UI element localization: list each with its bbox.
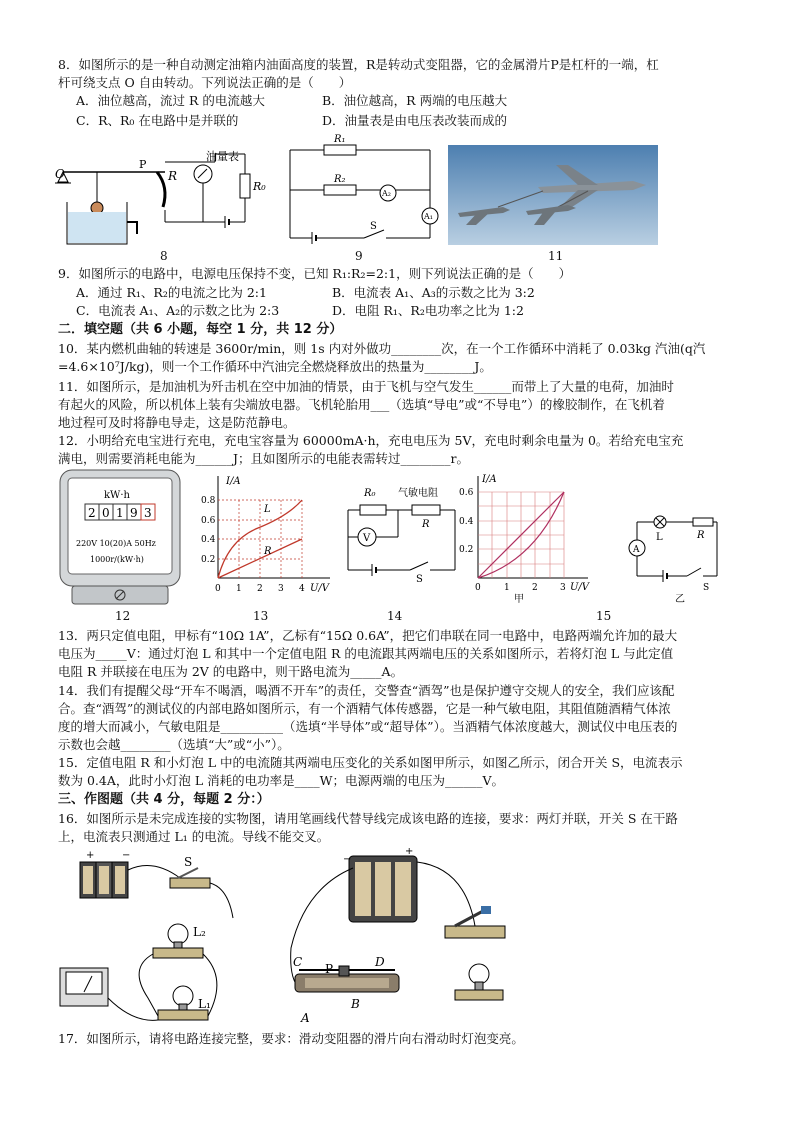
fig15-label-l: L [656,532,663,543]
switch [445,906,505,938]
figure-caption-8: 8 [160,249,168,263]
q16-line2: 上，电流表只测通过 L₁ 的电流。导线不能交叉。 [58,829,330,844]
fig16-plus: + [86,850,95,861]
figure-caption-14: 14 [387,609,403,623]
battery-pack [80,862,128,898]
fig14-label-sensor: 气敏电阻 [398,488,438,499]
fig17-label-a: A [301,1011,310,1025]
figure-caption-9: 9 [355,249,363,263]
figure-caption-12: 12 [115,609,131,623]
graph13-ytick: 0.4 [201,535,216,545]
battery [349,856,417,922]
q8-option-b: B．油位越高，R 两端的电压越大 [322,93,508,108]
figure-caption-15: 15 [596,609,612,623]
fig15-label-s: S [703,583,710,593]
figure-11-refueling-photo [448,145,658,245]
figure-caption-11: 11 [548,249,564,263]
q13-line2: 电压为_____V：通过灯泡 L 和其中一个定值电阻 R 的电流跟其两端电压的关系如图所示，若将灯泡 L 与此定值 [58,646,674,661]
meter-digit: 9 [130,506,138,520]
fig17-minus: − [343,854,352,865]
q16-line1: 16．如图所示是未完成连接的实物图，请用笔画线代替导线完成该电路的连接，要求：两灯并联，开关 S 在干路 [58,811,678,826]
fig14-label-r0: R₀ [364,488,376,499]
q13-line1: 13．两只定值电阻，甲标有“10Ω 1A”，乙标有“15Ω 0.6A”，把它们串联在同一电路中，电路两端允许加的最大 [58,628,678,643]
q8-stem-line1: 8．如图所示的是一种自动测定油箱内油面高度的装置，R是转动式变阻器，它的金属滑片P是杠杆的一端，杠 [58,57,659,72]
q10-line2: =4.6×10⁷J/kg)，则一个工作循环中汽油完全燃烧释放出的热量为________J。 [58,359,492,374]
figure-14-breathalyzer-circuit [340,482,465,587]
figure-caption-13: 13 [253,609,269,623]
graph13-xtick: 0 [215,584,221,594]
q15-line2: 数为 0.4A，此时小灯泡 L 消耗的电功率是____W；电源两端的电压为______V。 [58,773,505,788]
meter-reading [85,504,155,520]
graph13-xtick: 3 [278,584,284,594]
graph15-xtick: 3 [560,583,566,593]
fig17-label-d: D [375,955,385,969]
q15-line1: 15．定值电阻 R 和小灯泡 L 中的电流随其两端电压变化的关系如图甲所示，如图乙所示，闭合开关 S，电流表示 [58,755,683,770]
q11-line2: 有起火的风险，所以机体上装有尖端放电器。飞机轮胎用___（选填“导电”或“不导电”）的橡胶制作，在飞机着 [58,397,665,412]
fig9-label-a2: A₂ [382,189,391,198]
graph13-ytick: 0.8 [201,496,216,506]
meter-unit: kW·h [104,490,130,501]
q8-option-c: C．R、R₀ 在电路中是并联的 [76,113,239,128]
figure-15-yi-circuit [625,510,725,605]
rheostat [295,966,399,992]
fig16-label-s: S [184,855,193,869]
fig9-label-r1: R₁ [334,134,346,145]
graph13-xtick: 4 [299,584,305,594]
fig8-label-o: O [55,167,65,181]
fig15-label-a: A [633,545,640,555]
graph15-sub-yi: 乙 [675,594,685,605]
fig16-minus: − [122,850,131,861]
bulb [455,964,503,1000]
fig16-label-l1: L₁ [198,997,211,1011]
q14-line4: 示数也会越________（选填“大”或“小”）。 [58,737,290,752]
ammeter [60,968,108,1006]
meter-rev-constant: 1000r/(kW·h) [90,555,144,564]
graph13-xtick: 1 [236,584,242,594]
fig9-label-a1: A₁ [424,212,433,221]
q17-line1: 17．如图所示，请将电路连接完整，要求：滑动变阻器的滑片向右滑动时灯泡变亮。 [58,1031,524,1046]
q12-line2: 满电，则需要消耗电能为______J；且如图所示的电能表需转过________r。 [58,451,469,466]
section-3-heading: 三、作图题（共 4 分，每题 2 分：） [58,792,270,807]
figure-8-oil-gauge [55,132,275,247]
q14-line3: 度的增大而减小，气敏电阻是__________（选填“半导体”或“超导体”）。当酒精气体浓度越大，测试仪中电压表的 [58,719,678,734]
figure-13-iv-graph [198,470,338,600]
figure-9-circuit [282,132,442,244]
graph15-sub-jia: 甲 [514,594,524,605]
q10-line1: 10．某内燃机曲轴的转速是 3600r/min，则 1s 内对外做功________次，在一个工作循环中消耗了 0.03kg 汽油(q汽 [58,341,706,356]
meter-digit: 3 [144,506,152,520]
fig17-label-c: C [293,955,303,969]
meter-digit: 0 [102,506,110,520]
fig14-label-r: R [422,519,430,530]
graph15-ytick: 0.6 [459,488,474,498]
meter-digit: 2 [88,506,96,520]
fig16-label-l2: L₂ [193,925,206,939]
graph13-line-r-label: R [264,546,272,557]
section-2-heading: 二．填空题（共 6 小题，每空 1 分，共 12 分） [58,322,343,337]
fig9-label-r2: R₂ [334,174,346,185]
graph15-xtick: 0 [475,583,481,593]
graph13-xlabel: U/V [310,583,330,594]
graph15-ytick: 0.4 [459,517,474,527]
graph13-ytick: 0.6 [201,516,216,526]
q11-line1: 11．如图所示，是加油机为歼击机在空中加油的情景，由于飞机与空气发生______而带上了大量的电荷，加油时 [58,379,674,394]
q9-option-a: A．通过 R₁、R₂的电流之比为 2:1 [76,285,267,300]
q13-line3: 电阻 R 并联接在电压为 2V 的电路中，则干路电流为_____A。 [58,664,404,679]
q14-line1: 14．我们有提醒父母“开车不喝酒，喝酒不开车”的责任，交警查“酒驾”也是保护遵守交规人的安全，我们应该配 [58,683,675,698]
fig17-label-p: P [325,962,334,976]
fig8-label-r: R [168,169,178,183]
q9-stem: 9．如图所示的电路中，电源电压保持不变，已知 R₁:R₂=2:1，则下列说法正确的是（ ） [58,266,572,281]
fig9-label-s: S [370,221,377,232]
meter-spec: 220V 10(20)A 50Hz [76,539,156,548]
figure-17-physical-circuit [285,848,535,1033]
graph15-ylabel: I/A [482,474,497,485]
graph13-curve-l-label: L [264,504,271,515]
q9-option-d: D．电阻 R₁、R₂电功率之比为 1:2 [332,303,524,318]
fig15-label-r: R [697,530,705,541]
fig8-label-p: P [139,158,147,171]
figure-15-jia-iv-graph [456,470,596,605]
q12-line1: 12．小明给充电宝进行充电，充电宝容量为 60000mA·h，充电电压为 5V，充电时剩余电量为 0。若给充电宝充 [58,433,684,448]
graph15-xtick: 1 [504,583,510,593]
figure-12-energy-meter [58,468,183,608]
graph13-ylabel: I/A [226,476,241,487]
q8-option-a: A．油位越高，流过 R 的电流越大 [76,93,265,108]
fig8-label-r0: R₀ [253,180,266,193]
q9-option-c: C．电流表 A₁、A₂的示数之比为 2:3 [76,303,280,318]
graph13-xtick: 2 [257,584,263,594]
fig17-plus: + [405,848,414,857]
graph13-ytick: 0.2 [201,555,216,565]
graph15-ytick: 0.2 [459,545,474,555]
fig14-label-v: V [363,533,371,544]
meter-digit: 1 [116,506,124,520]
fig14-label-s: S [416,574,423,585]
q9-option-b: B．电流表 A₁、A₃的示数之比为 3:2 [332,285,535,300]
graph15-xtick: 2 [532,583,538,593]
q11-line3: 地过程可及时将静电导走，这是防范静电。 [58,415,296,430]
graph15-xlabel: U/V [570,582,590,593]
fig8-label-gauge: 油量表 [206,150,239,163]
q8-stem-line2: 杆可绕支点 O 自由转动。下列说法正确的是（ ） [58,75,352,90]
fig17-label-b: B [351,997,360,1011]
figure-16-physical-circuit [58,848,288,1033]
q8-option-d: D．油量表是由电压表改装而成的 [322,113,508,128]
q14-line2: 合。查“酒驾”的测试仪的内部电路如图所示，有一个酒精气体传感器，它是一种气敏电阻，其阻值随酒精气体浓 [58,701,671,716]
